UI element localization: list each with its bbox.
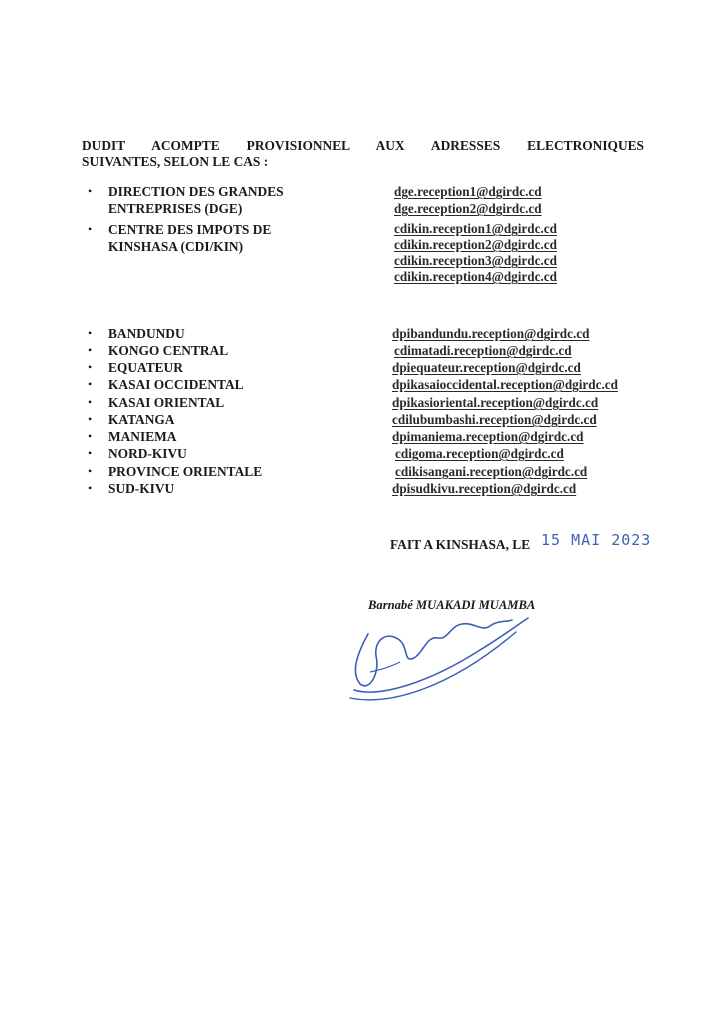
intro-line-2: SUIVANTES, SELON LE CAS : (82, 154, 269, 169)
email-link[interactable]: cdigoma.reception@dgirdc.cd (395, 446, 564, 461)
bullet: • (88, 184, 93, 198)
email-link[interactable]: cdikin.reception1@dgirdc.cd (394, 221, 557, 236)
bullet: • (88, 429, 93, 443)
email-link[interactable]: dpikasaioccidental.reception@dgirdc.cd (392, 377, 618, 392)
province-label: PROVINCE ORIENTALE (108, 464, 263, 479)
email-link[interactable]: cdikin.reception4@dgirdc.cd (394, 269, 557, 284)
date-stamp: 15 MAI 2023 (541, 531, 652, 549)
province-label: EQUATEUR (108, 360, 183, 375)
bullet: • (88, 446, 93, 460)
bullet: • (88, 464, 93, 478)
email-link[interactable]: dge.reception1@dgirdc.cd (394, 184, 542, 199)
entry-label (108, 183, 358, 217)
email-link[interactable]: dpibandundu.reception@dgirdc.cd (392, 326, 590, 341)
entry-label-line: CENTRE DES IMPOTS DE (108, 222, 272, 237)
province-label: SUD-KIVU (108, 481, 175, 496)
entry-label-line: DIRECTION DES GRANDES (108, 184, 284, 199)
entry-label-line: KINSHASA (CDI/KIN) (108, 239, 244, 254)
email-link[interactable]: cdilubumbashi.reception@dgirdc.cd (392, 412, 597, 427)
province-label: KONGO CENTRAL (108, 343, 229, 358)
bullet: • (88, 377, 93, 391)
province-label: NORD-KIVU (108, 446, 187, 461)
province-label: KATANGA (108, 412, 175, 427)
signatory-name: Barnabé MUAKADI MUAMBA (368, 598, 536, 612)
bullet: • (88, 395, 93, 409)
bullet: • (88, 343, 93, 357)
entry-label-line: ENTREPRISES (DGE) (108, 201, 243, 216)
email-link[interactable]: dpisudkivu.reception@dgirdc.cd (392, 481, 577, 496)
email-link[interactable]: cdimatadi.reception@dgirdc.cd (394, 343, 572, 358)
place-date-label: FAIT A KINSHASA, LE (390, 537, 531, 552)
email-link[interactable]: dpimaniema.reception@dgirdc.cd (392, 429, 584, 444)
handwritten-signature (340, 612, 540, 712)
bullet: • (88, 222, 93, 236)
province-label: MANIEMA (108, 429, 177, 444)
email-link[interactable]: cdikin.reception2@dgirdc.cd (394, 237, 557, 252)
entry-label (108, 221, 358, 255)
email-link[interactable]: dge.reception2@dgirdc.cd (394, 201, 542, 216)
bullet: • (88, 326, 93, 340)
bullet: • (88, 481, 93, 495)
province-label: KASAI ORIENTAL (108, 395, 225, 410)
email-link[interactable]: dpiequateur.reception@dgirdc.cd (392, 360, 581, 375)
email-link[interactable]: dpikasioriental.reception@dgirdc.cd (392, 395, 599, 410)
bullet: • (88, 360, 93, 374)
bullet: • (88, 412, 93, 426)
intro-line-1: DUDIT ACOMPTE PROVISIONNEL AUX ADRESSES ELECTRONIQUES (82, 138, 644, 153)
province-label: BANDUNDU (108, 326, 185, 341)
email-link[interactable]: cdikin.reception3@dgirdc.cd (394, 253, 557, 268)
province-label: KASAI OCCIDENTAL (108, 377, 244, 392)
email-link[interactable]: cdikisangani.reception@dgirdc.cd (395, 464, 588, 479)
